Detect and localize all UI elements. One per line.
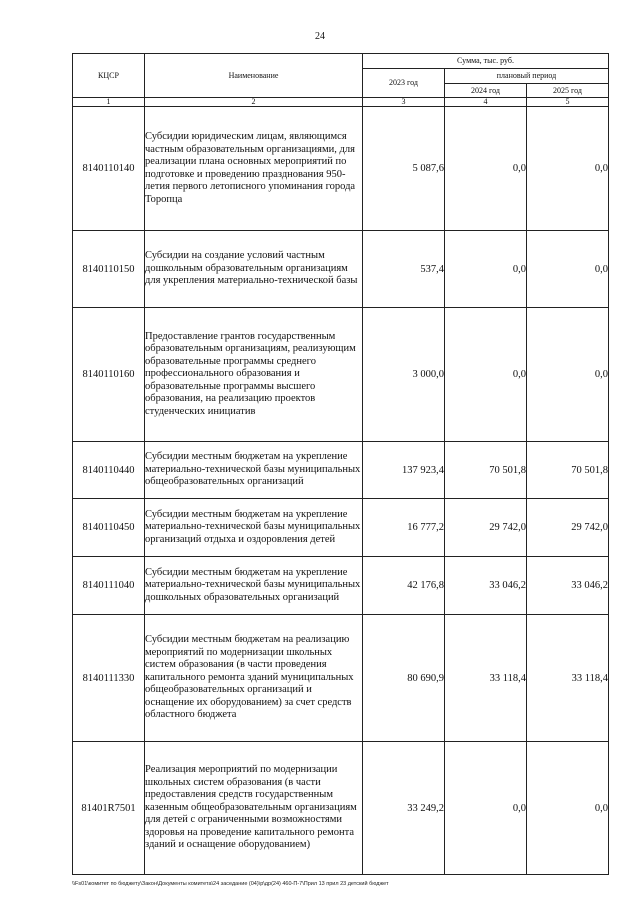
row-value-2023: 16 777,2: [363, 499, 445, 557]
row-value-2025: 0,0: [527, 107, 609, 231]
row-value-2023: 3 000,0: [363, 308, 445, 442]
row-value-2025: 33 118,4: [527, 615, 609, 742]
column-number: 3: [363, 98, 445, 107]
column-number: 5: [527, 98, 609, 107]
row-value-2023: 80 690,9: [363, 615, 445, 742]
row-name: Субсидии местным бюджетам на укрепление материально-технической базы муниципальных общеобразовательных организаций: [145, 442, 363, 499]
column-number: 1: [73, 98, 145, 107]
row-value-2023: 42 176,8: [363, 557, 445, 615]
column-number: 4: [445, 98, 527, 107]
table-row: [73, 615, 609, 742]
footer-file-path: \\Fs01\комитет по бюджету\Закон\Документы комитета\24 заседание (04)\р\др(24) 460-П-7\Прил 13 прил 23 детский бюджет: [72, 881, 389, 887]
row-value-2024: 29 742,0: [445, 499, 527, 557]
table-row: [73, 499, 609, 557]
table-row: [73, 231, 609, 308]
header-name: Наименование: [145, 54, 363, 98]
row-value-2025: 29 742,0: [527, 499, 609, 557]
row-value-2024: 33 118,4: [445, 615, 527, 742]
row-code: 8140110160: [73, 308, 145, 442]
row-value-2024: 0,0: [445, 308, 527, 442]
row-value-2024: 0,0: [445, 107, 527, 231]
row-name: Субсидии местным бюджетам на укрепление материально-технической базы муниципальных организаций отдыха и оздоровления детей: [145, 499, 363, 557]
row-value-2023: 537,4: [363, 231, 445, 308]
table-row: [73, 442, 609, 499]
row-name: Субсидии юридическим лицам, являющимся частным образовательным организациями, для реализации плана основных мероприятий по подготовке и проведению празднования 950-летия первого летописного упоминания города Торопца: [145, 107, 363, 231]
budget-table: [72, 53, 609, 875]
row-value-2025: 0,0: [527, 231, 609, 308]
row-value-2025: 0,0: [527, 308, 609, 442]
row-name: Субсидии местным бюджетам на укрепление материально-технической базы муниципальных дошкольных образовательных организаций: [145, 557, 363, 615]
row-value-2024: 70 501,8: [445, 442, 527, 499]
row-name: Предоставление грантов государственным образовательным организациям, реализующим образовательные программы среднего профессионального образования и образовательные программы высшего образования, на реализацию проектов студенческих инициатив: [145, 308, 363, 442]
table-row: [73, 308, 609, 442]
row-value-2024: 33 046,2: [445, 557, 527, 615]
row-code: 8140111330: [73, 615, 145, 742]
header-sum: Сумма, тыс. руб.: [363, 54, 609, 69]
row-code: 8140110440: [73, 442, 145, 499]
row-name: Реализация мероприятий по модернизации школьных систем образования (в части предоставления средств государственным казенным общеобразовательным организациям для детей с ограниченными возможностями здоровья на проведение капитального ремонта зданий и оснащение оборудованием): [145, 742, 363, 875]
header-planned-period: плановый период: [445, 69, 609, 84]
row-code: 8140111040: [73, 557, 145, 615]
row-code: 8140110150: [73, 231, 145, 308]
row-value-2024: 0,0: [445, 231, 527, 308]
header-year-2024: 2024 год: [445, 84, 527, 98]
row-value-2025: 70 501,8: [527, 442, 609, 499]
row-value-2023: 137 923,4: [363, 442, 445, 499]
row-value-2023: 5 087,6: [363, 107, 445, 231]
table-row: [73, 557, 609, 615]
row-code: 8140110450: [73, 499, 145, 557]
row-code: 8140110140: [73, 107, 145, 231]
row-value-2023: 33 249,2: [363, 742, 445, 875]
header-year-2023: 2023 год: [363, 69, 445, 98]
column-number: 2: [145, 98, 363, 107]
row-value-2024: 0,0: [445, 742, 527, 875]
table-row: [73, 742, 609, 875]
header-year-2025: 2025 год: [527, 84, 609, 98]
row-code: 81401R7501: [73, 742, 145, 875]
row-name: Субсидии на создание условий частным дошкольным образовательным организациям для укрепления материально-технической базы: [145, 231, 363, 308]
table-row: [73, 107, 609, 231]
page-number: 24: [315, 31, 325, 42]
row-value-2025: 0,0: [527, 742, 609, 875]
row-name: Субсидии местным бюджетам на реализацию мероприятий по модернизации школьных систем образования (в части проведения капитального ремонта зданий муниципальных общеобразовательных организаций и оснащение их оборудованием) за счет средств областного бюджета: [145, 615, 363, 742]
row-value-2025: 33 046,2: [527, 557, 609, 615]
header-code: КЦСР: [73, 54, 145, 98]
